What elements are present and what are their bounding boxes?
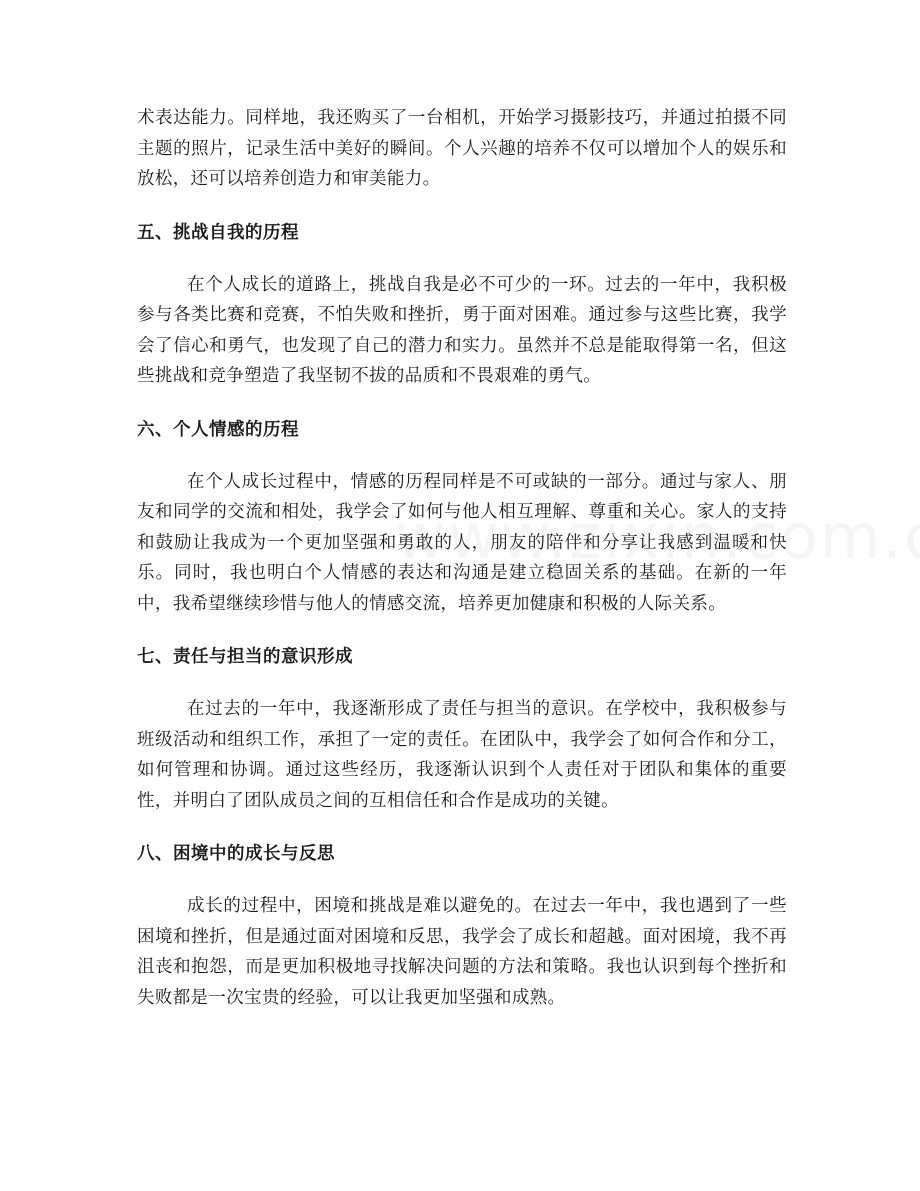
- intro-paragraph: 术表达能力。同样地，我还购买了一台相机，开始学习摄影技巧，并通过拍摄不同主题的照片，记录生活中美好的瞬间。个人兴趣的培养不仅可以增加个人的娱乐和放松，还可以培养创造力和审美能力。: [137, 108, 787, 189]
- section-body-6: 在个人成长过程中，情感的历程同样是不可或缺的一部分。通过与家人、朋友和同学的交流和相处，我学会了如何与他人相互理解、尊重和关心。家人的支持和鼓励让我成为一个更加坚强和勇敢的人，朋友的陪伴和分享让我感到温暖和快乐。同时，我也明白个人情感的表达和沟通是建立稳固关系的基础。在新的一年中，我希望继续珍惜与他人的情感交流，培养更加健康和积极的人际关系。: [137, 471, 787, 614]
- section-body-5: 在个人成长的道路上，挑战自我是必不可少的一环。过去的一年中，我积极参与各类比赛和竞赛，不怕失败和挫折，勇于面对困难。通过参与这些比赛，我学会了信心和勇气，也发现了自己的潜力和实力。虽然并不总是能取得第一名，但这些挑战和竞争塑造了我坚韧不拔的品质和不畏艰难的勇气。: [137, 274, 787, 386]
- document-page: [137, 103, 787, 1013]
- section-heading-7: 七、责任与担当的意识形成: [137, 647, 353, 667]
- section-heading-6: 六、个人情感的历程: [137, 419, 299, 440]
- section-body-7: 在过去的一年中，我逐渐形成了责任与担当的意识。在学校中，我积极参与班级活动和组织工作，承担了一定的责任。在团队中，我学会了如何合作和分工，如何管理和协调。通过这些经历，我逐渐认识到个人责任对于团队和集体的重要性，并明白了团队成员之间的互相信任和合作是成功的关键。: [137, 699, 787, 811]
- section-heading-8: 八、困境中的成长与反思: [137, 844, 335, 864]
- section-heading-5: 五、挑战自我的历程: [137, 222, 299, 243]
- section-body-8: 成长的过程中，困境和挑战是难以避免的。在过去一年中，我也遇到了一些困境和挫折，但是通过面对困境和反思，我学会了成长和超越。面对困境，我不再沮丧和抱怨，而是更加积极地寻找解决问题的方法和策略。我也认识到每个挫折和失败都是一次宝贵的经验，可以让我更加坚强和成熟。: [137, 896, 787, 1008]
